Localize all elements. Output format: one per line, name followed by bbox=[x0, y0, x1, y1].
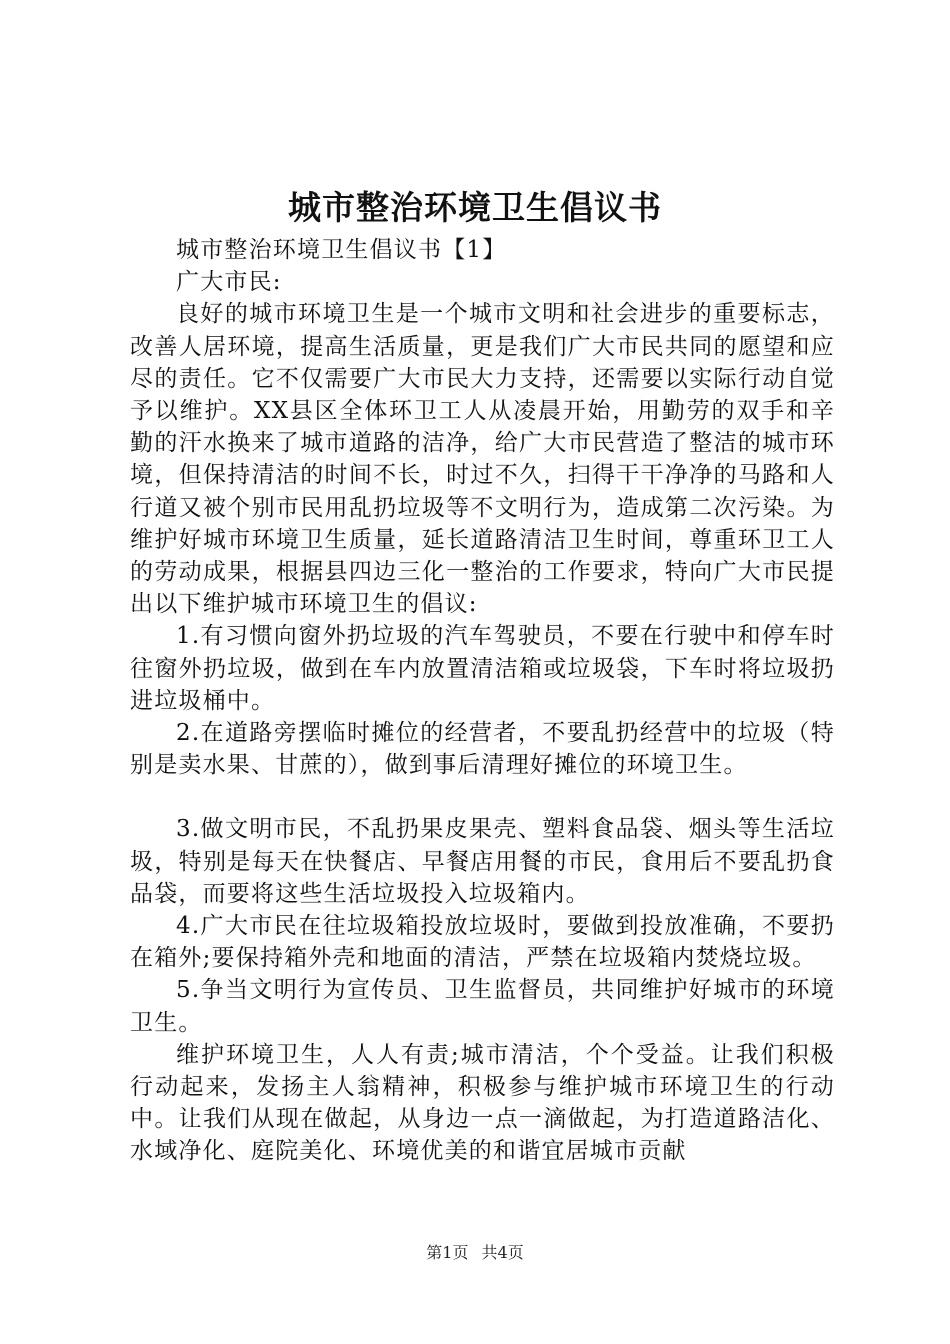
proposal-item-4: 4.广大市民在往垃圾箱投放垃圾时，要做到投放准确，不要扔在箱外;要保持箱外壳和地面的清洁，严禁在垃圾箱内焚烧垃圾。 bbox=[130, 913, 835, 972]
document-subtitle: 城市整治环境卫生倡议书【1】 bbox=[176, 237, 507, 263]
proposal-item-5: 5.争当文明行为宣传员、卫生监督员，共同维护好城市的环境卫生。 bbox=[130, 977, 835, 1036]
intro-paragraph: 良好的城市环境卫生是一个城市文明和社会进步的重要标志，改善人居环境，提高生活质量，更是我们广大市民共同的愿望和应尽的责任。它不仅需要广大市民大力支持，还需要以实际行动自觉予以维护。XX县区全体环卫工人从凌晨开始，用勤劳的双手和辛勤的汗水换来了城市道路的洁净，给广大市民营造了整洁的城市环境，但保持清洁的时间不长，时过不久，扫得干干净净的马路和人行道又被个别市民用乱扔垃圾等不文明行为，造成第二次污染。为维护好城市环境卫生质量，延长道路清洁卫生时间，尊重环卫工人的劳动成果，根据县四边三化一整治的工作要求，特向广大市民提出以下维护城市环境卫生的倡议: bbox=[130, 301, 835, 618]
document-body bbox=[130, 234, 835, 1168]
page-number: 第1页 bbox=[426, 1243, 469, 1262]
page-footer bbox=[0, 1242, 950, 1264]
salutation: 广大市民: bbox=[176, 269, 282, 296]
proposal-item-2: 2.在道路旁摆临时摊位的经营者，不要乱扔经营中的垃圾（特别是卖水果、甘蔗的），做到事后清理好摊位的环境卫生。 bbox=[130, 720, 835, 779]
proposal-item-1: 1.有习惯向窗外扔垃圾的汽车驾驶员，不要在行驶中和停车时往窗外扔垃圾，做到在车内放置清洁箱或垃圾袋，下车时将垃圾扔进垃圾桶中。 bbox=[130, 623, 835, 714]
closing-paragraph: 维护环境卫生，人人有责;城市清洁，个个受益。让我们积极行动起来，发扬主人翁精神，积极参与维护城市环境卫生的行动中。让我们从现在做起，从身边一点一滴做起，为打造道路洁化、水域净化、庭院美化、环境优美的和谐宜居城市贡献 bbox=[130, 1041, 835, 1165]
page-total: 共4页 bbox=[481, 1243, 524, 1262]
document-title: 城市整治环境卫生倡议书 bbox=[288, 188, 662, 227]
proposal-item-3: 3.做文明市民，不乱扔果皮果壳、塑料食品袋、烟头等生活垃圾，特别是每天在快餐店、早餐店用餐的市民，食用后不要乱扔食品袋，而要将这些生活垃圾投入垃圾箱内。 bbox=[130, 816, 835, 907]
